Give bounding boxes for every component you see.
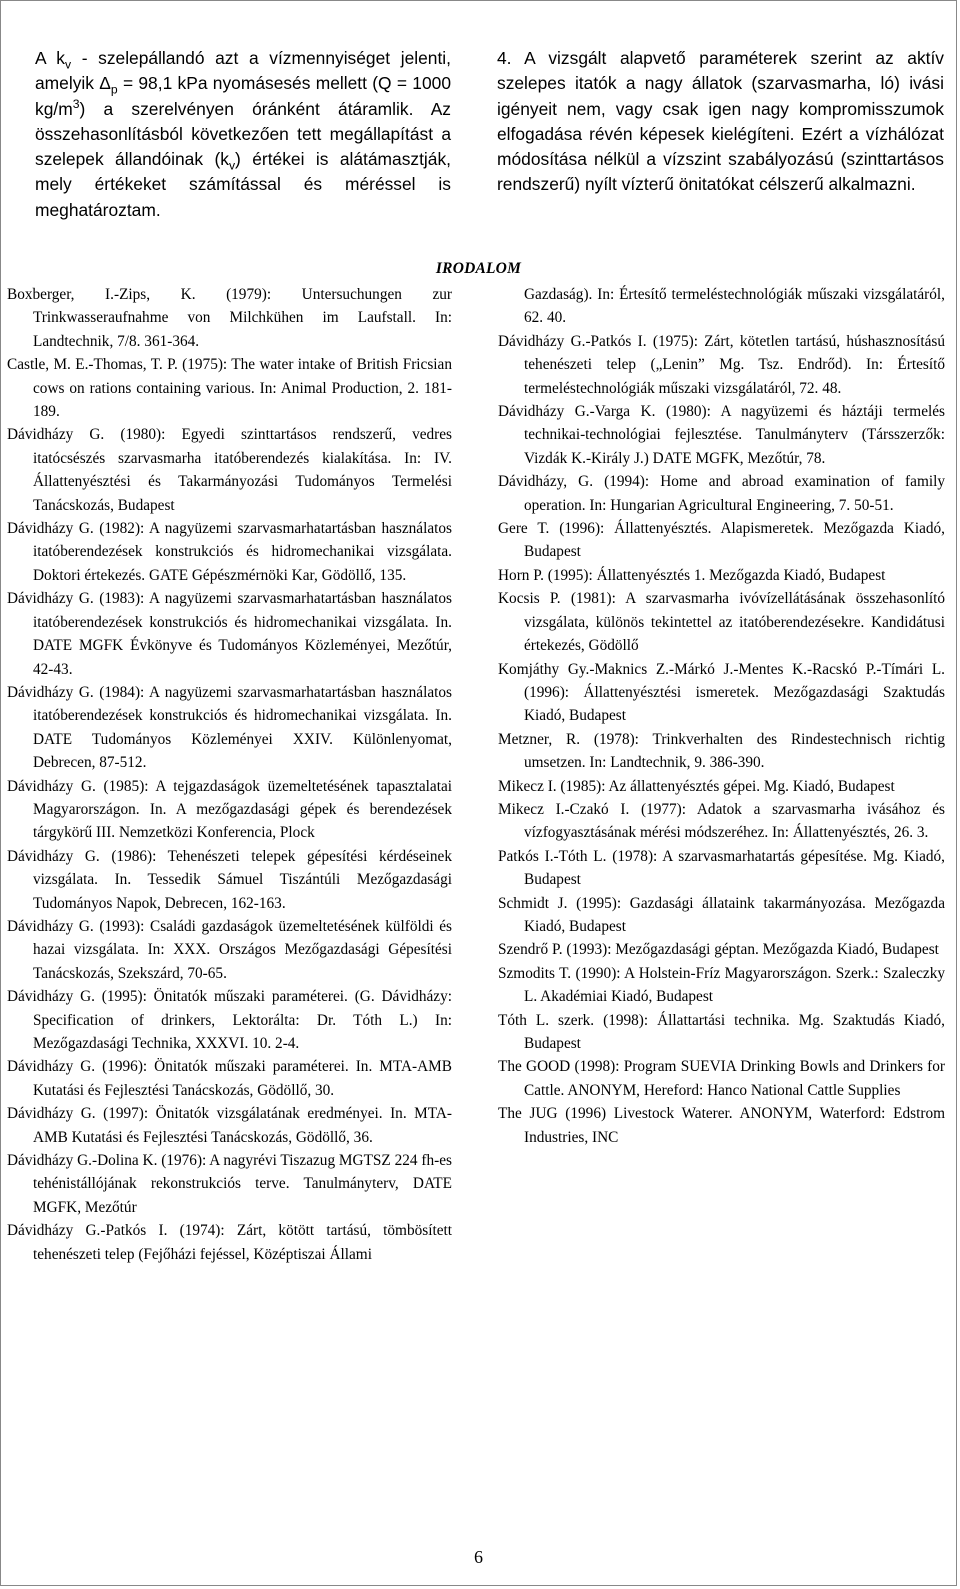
reference-entry: Dávidházy G.-Patkós I. (1974): Zárt, kötött tartású, tömbösített tehenészeti telep (Fejőházi fejéssel, Középtiszai Állami — [7, 1222, 452, 1263]
reference-entry: Tóth L. szerk. (1998): Állattartási technika. Mg. Szaktudás Kiadó, Budapest — [498, 1011, 945, 1052]
body-paragraph-conclusion-4: 4. A vizsgált alapvető paraméterek szerint az aktív szelepes itatók a nagy állatok (szarvasmarha, ló) ivási igényeit nem, vagy csak igen nagy kompromisszumok elfogadása révén képesek kielégíteni. Ezért a vízhálózat módosítása nélkül a vízszint szabályozású (szinttartásos rendszerű) nyílt vízterű önitatókat célszerű alkalmazni. — [497, 48, 944, 195]
reference-entry: Metzner, R. (1978): Trinkverhalten des Rindestechnisch richtig umsetzen. In: Landtechnik, 9. 386-390. — [498, 730, 945, 772]
page-number: 6 — [474, 1547, 483, 1567]
reference-entry: Kocsis P. (1981): A szarvasmarha ivóvízellátásának összehasonlító vizsgálata, különös tekintettel az itatóberendezésekre. Kandidátusi értekezés, Gödöllő — [498, 590, 945, 655]
section-heading-references: IRODALOM — [435, 260, 522, 277]
reference-entry: Szmodits T. (1990): A Holstein-Fríz Magyarországon. Szerk.: Szaleczky L. Akadémiai Kiadó, Budapest — [498, 964, 945, 1006]
reference-entry: Dávidházy G. (1986): Tehenészeti telepek gépesítési kérdéseinek vizsgálata. In. Tessedik Sámuel Tiszántúli Mezőgazdasági Tudományos Napok, Debrecen, 162-163. — [7, 847, 452, 912]
reference-entry: Mikecz I. (1985): Az állattenyésztés gépei. Mg. Kiadó, Budapest — [498, 777, 895, 795]
reference-entry: Schmidt J. (1995): Gazdasági állataink takarmányozása. Mezőgazda Kiadó, Budapest — [498, 894, 945, 935]
reference-entry: The GOOD (1998): Program SUEVIA Drinking Bowls and Drinkers for Cattle. ANONYM, Hereford: Hanco National Cattle Supplies — [498, 1058, 945, 1099]
reference-entry: Dávidházy G. (1993): Családi gazdaságok üzemeltetésének külföldi és hazai vizsgálata. In: XXX. Országos Mezőgazdasági Gépesítési Tanácskozás, Szekszárd, 70-65. — [7, 917, 452, 982]
references-left-column — [7, 283, 452, 1266]
reference-entry: Dávidházy G.-Patkós I. (1975): Zárt, kötetlen tartású, húshasznosítású tehenészeti telep („Lenin” Mg. Tsz. Endrőd). In: Értesítő termeléstechnológiák műszaki vizsgálatáról, 72. 48. — [498, 332, 945, 397]
reference-entry: Dávidházy G.-Dolina K. (1976): A nagyrévi Tiszazug MGTSZ 224 fh-es tehénistállójának rekonstrukciós terve. Tanulmányterv, DATE MGFK, Mezőtúr — [7, 1152, 452, 1216]
reference-entry: Mikecz I.-Czakó I. (1977): Adatok a szarvasmarha ivásához és vízfogyasztásának mérési módszeréhez. In: Állattenyésztés, 26. 3. — [498, 800, 945, 842]
reference-entry: Castle, M. E.-Thomas, T. P. (1975): The water intake of British Fricsian cows on rations containing various. In: Animal Production, 2. 181-189. — [7, 356, 452, 421]
reference-entry: Dávidházy G. (1995): Önitatók műszaki paraméterei. (G. Dávidházy: Specification of drinkers, Lektorálta: Dr. Tóth L.) In: Mezőgazdasági Technika, XXXVI. 10. 2-4. — [7, 988, 452, 1052]
text-run: A k — [35, 48, 65, 68]
reference-entry: Dávidházy, G. (1994): Home and abroad examination of family operation. In: Hungarian Agricultural Engineering, 7. 50-51. — [498, 473, 945, 514]
delta-symbol: Δ — [99, 73, 111, 94]
reference-entry: The JUG (1996) Livestock Waterer. ANONYM, Waterford: Edstrom Industries, INC — [498, 1105, 945, 1146]
reference-entry: Boxberger, I.-Zips, K. (1979): Untersuchungen zur Trinkwasseraufnahme von Milchkühen im Laufstall. In: Landtechnik, 7/8. 361-364. — [7, 286, 452, 350]
superscript-3: 3 — [72, 96, 80, 111]
reference-entry: Komjáthy Gy.-Maknics Z.-Márkó J.-Mentes K.-Racskó P.-Tímári L. (1996): Állattenyésztési ismeretek. Mezőgazdasági Szaktudás Kiadó, Budapest — [498, 660, 945, 725]
body-paragraph-kv-definition — [35, 46, 451, 223]
reference-entry: Patkós I.-Tóth L. (1978): A szarvasmarhatartás gépesítése. Mg. Kiadó, Budapest — [498, 847, 945, 889]
reference-entry: Dávidházy G. (1985): A tejgazdaságok üzemeltetésének tapasztalatai Magyarországon. In. A mezőgazdasági gépek és berendezések tárgykörű III. Nemzetközi Konferencia, Plock — [7, 777, 452, 842]
reference-entry: Gere T. (1996): Állattenyésztés. Alapismeretek. Mezőgazda Kiadó, Budapest — [498, 520, 945, 561]
text-run: ) a szerelvényen óránként átáramlik. Az összehasonlításból következően tett megállapítást a szelepek állandóinak (k — [35, 98, 451, 170]
references-right-column — [498, 283, 945, 1149]
reference-continuation: Gazdaság). In: Értesítő termeléstechnológiák műszaki vizsgálatáról, 62. 40. — [524, 286, 945, 327]
reference-entry: Dávidházy G. (1984): A nagyüzemi szarvasmarhatartásban használatos itatóberendezések konstrukciós és hidromechanikai vizsgálata. In. DATE Tudományos Közleményei XXIV. Különlenyomat, Debrecen, 87-512. — [7, 683, 452, 772]
reference-entry: Dávidházy G. (1982): A nagyüzemi szarvasmarhatartásban használatos itatóberendezések konstrukciós és hidromechanikai vizsgálata. Doktori értekezés. GATE Gépészmérnöki Kar, Gödöllő, 135. — [7, 520, 452, 584]
text-run: ) értékei is alátámasztják, mely értékeket számítással és méréssel is meghatároztam. — [35, 149, 451, 220]
reference-entry: Dávidházy G. (1997): Önitatók vizsgálatának eredményei. In. MTA-AMB Kutatási és Fejlesztési Tanácskozás, Gödöllő, 36. — [7, 1105, 452, 1146]
reference-entry: Szendrő P. (1993): Mezőgazdasági géptan. Mezőgazda Kiadó, Budapest — [498, 941, 939, 959]
reference-entry: Dávidházy G. (1983): A nagyüzemi szarvasmarhatartásban használatos itatóberendezések konstrukciós és hidromechanikai vizsgálata. In. DATE MGFK Évkönyve és Tudományos Közleményei, Mezőtúr, 42-43. — [7, 590, 452, 678]
subscript-v: v — [64, 57, 72, 72]
text-run: - szelepállandó azt a vízmennyiséget jelenti, amelyik — [35, 48, 452, 94]
body-text-left-column — [35, 46, 451, 223]
reference-entry: Dávidházy G. (1996): Önitatók műszaki paraméterei. In. MTA-AMB Kutatási és Fejlesztési Tanácskozás, Gödöllő, 30. — [7, 1058, 452, 1099]
reference-entry: Dávidházy G.-Varga K. (1980): A nagyüzemi és háztáji termelés technikai-technológiai fejlesztése. Tanulmányterv (Társszerzők: Vizdák K.-Király J.) DATE MGFK, Mezőtúr, 78. — [498, 403, 945, 467]
subscript-v: v — [228, 158, 236, 173]
subscript-p: p — [110, 82, 118, 97]
text-run: = 98,1 kPa nyomásesés mellett (Q = 1000 kg/m — [35, 73, 451, 119]
reference-entry: Horn P. (1995): Állattenyésztés 1. Mezőgazda Kiadó, Budapest — [498, 566, 886, 584]
reference-entry: Dávidházy G. (1980): Egyedi szinttartásos rendszerű, vedres itatócsészés szarvasmarha itatóberendezés kialakítása. In: IV. Állattenyésztési és Takarmányozási Tudományos Termelési Tanácskozás, Budapest — [7, 426, 452, 514]
body-text-right-column — [497, 46, 944, 198]
